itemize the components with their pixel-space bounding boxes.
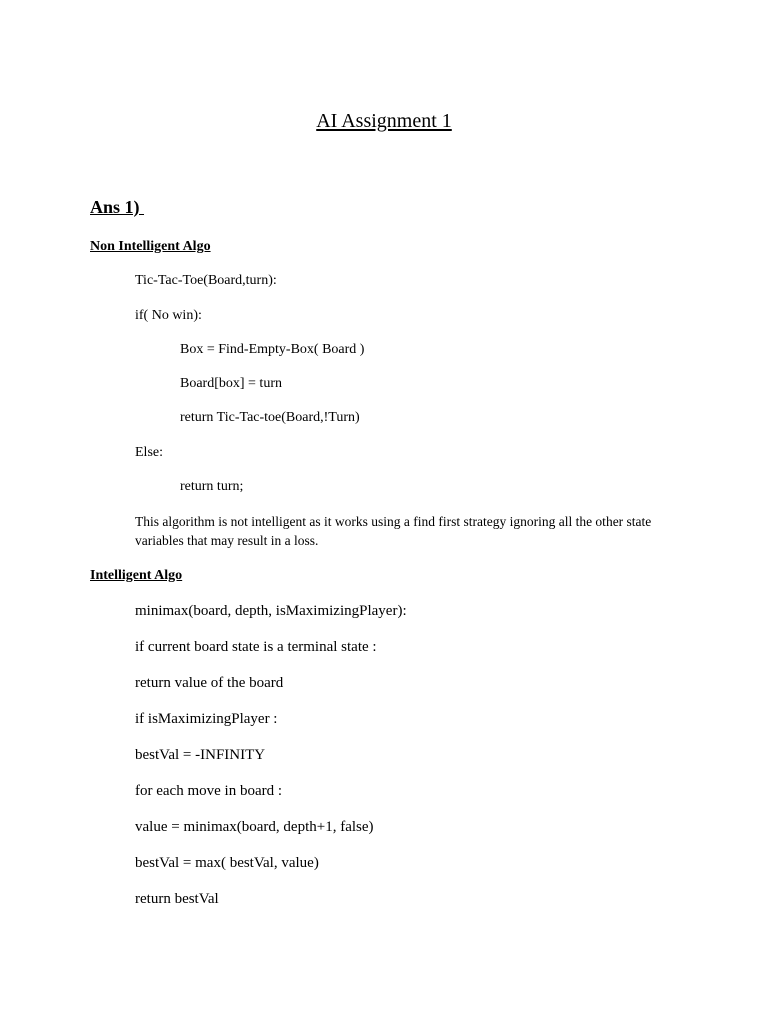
code-line: minimax(board, depth, isMaximizingPlayer):: [135, 603, 407, 619]
code-line: return bestVal: [135, 891, 219, 907]
document-title: AI Assignment 1: [316, 110, 452, 132]
code-line: if( No win):: [135, 308, 202, 323]
code-line: Tic-Tac-Toe(Board,turn):: [135, 273, 277, 288]
code-line: return Tic-Tac-toe(Board,!Turn): [180, 410, 360, 425]
code-line: return turn;: [180, 479, 244, 494]
code-line: if current board state is a terminal state :: [135, 639, 377, 655]
code-line: bestVal = max( bestVal, value): [135, 855, 319, 871]
section-heading-intelligent: Intelligent Algo: [90, 568, 183, 583]
code-line: if isMaximizingPlayer :: [135, 711, 278, 727]
code-line: return value of the board: [135, 675, 284, 691]
code-line: Board[box] = turn: [180, 376, 282, 391]
code-line: for each move in board :: [135, 783, 283, 799]
code-line: Box = Find-Empty-Box( Board ): [180, 342, 365, 357]
answer-heading: Ans 1): [90, 197, 145, 217]
code-line: Else:: [135, 445, 163, 460]
section-heading-non-intelligent: Non Intelligent Algo: [90, 239, 211, 254]
explanation-paragraph: This algorithm is not intelligent as it works using a find first strategy ignoring all the other state variables that may result in a loss.: [135, 514, 652, 548]
code-line: bestVal = -INFINITY: [135, 747, 266, 763]
code-line: value = minimax(board, depth+1, false): [135, 819, 374, 835]
